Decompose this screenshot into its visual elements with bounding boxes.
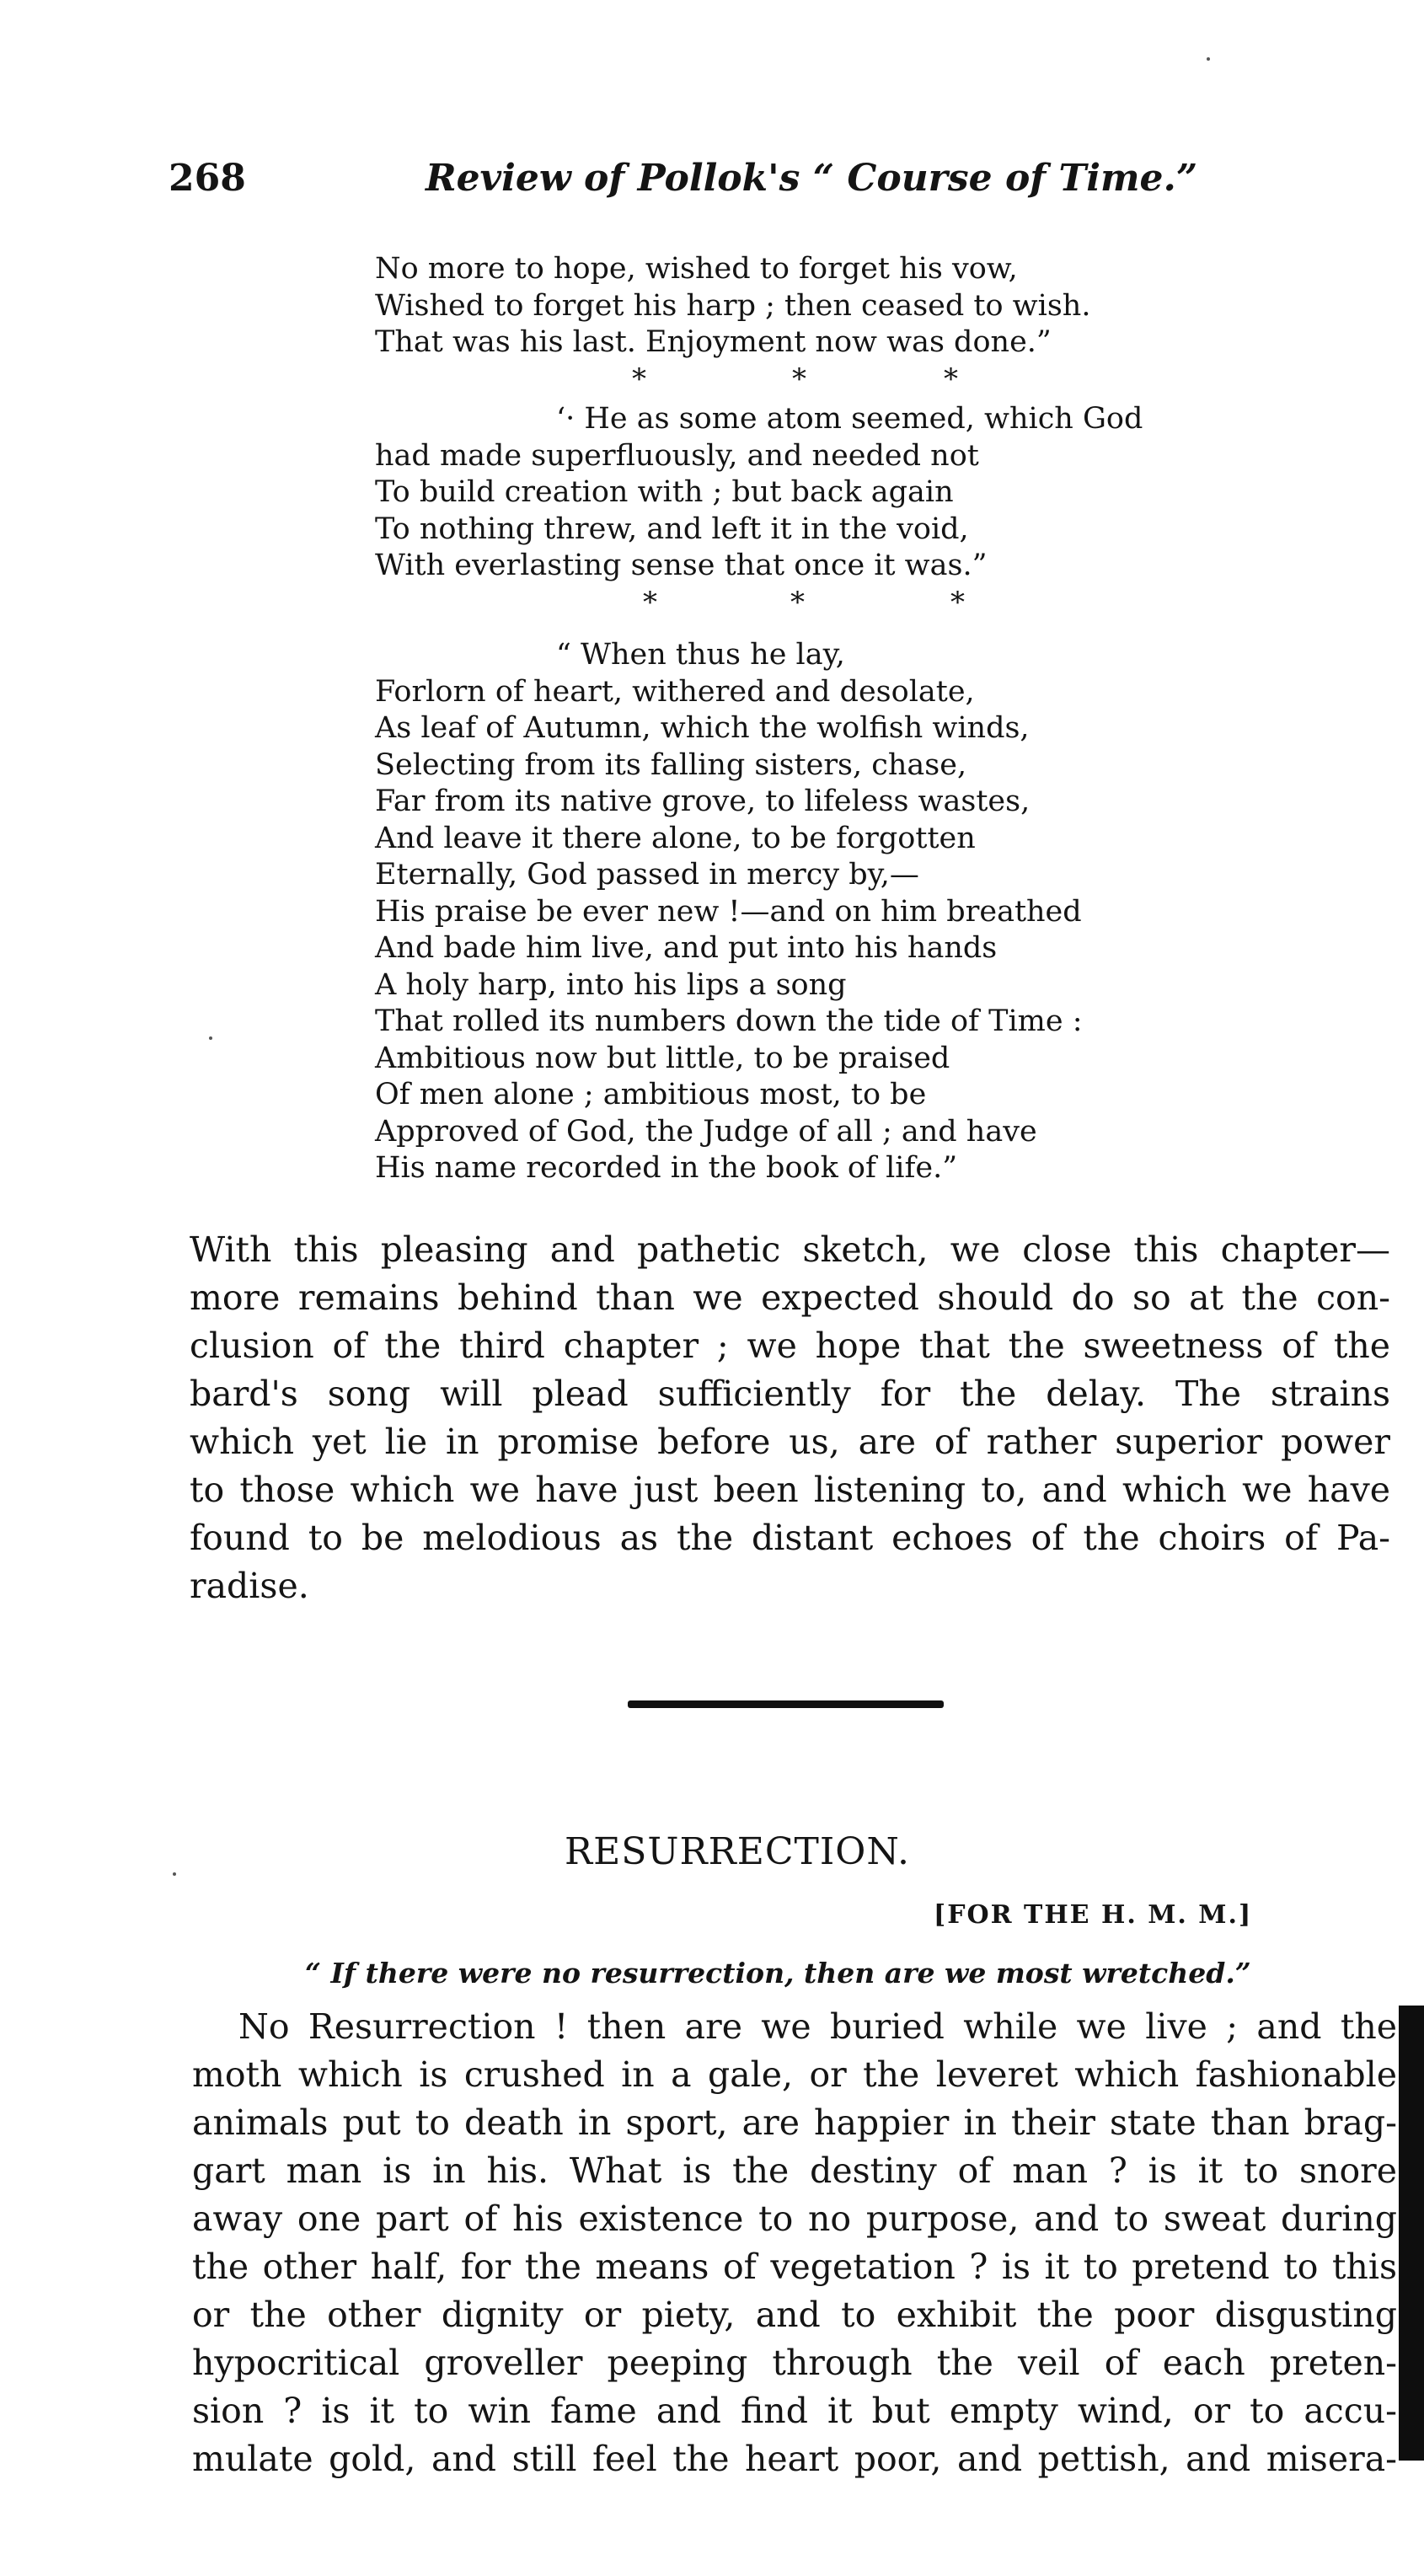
verse-line: Approved of God, the Judge of all ; and have <box>375 1114 1037 1149</box>
paragraph-line: away one part of his existence to no purpose, and to sweat during <box>192 2198 1397 2239</box>
verse-line: His praise be ever new !—and on him breathed <box>375 894 1082 929</box>
verse-line: With everlasting sense that once it was.” <box>375 549 988 582</box>
verse-stanza-2 <box>375 401 1251 619</box>
scan-speck <box>209 1036 212 1040</box>
paragraph-line: to those which we have just been listening to, and which we have <box>190 1470 1390 1510</box>
verse-line: And bade him live, and put into his hands <box>375 931 998 965</box>
paragraph-line: mulate gold, and still feel the heart poor, and pettish, and misera- <box>192 2439 1397 2479</box>
scan-speck <box>1207 57 1210 61</box>
verse-line: No more to hope, wished to forget his vow, <box>375 252 1018 286</box>
paragraph-line: the other half, for the means of vegetation ? is it to pretend to this <box>192 2247 1397 2287</box>
page-header <box>169 157 1390 216</box>
verse-line: His name recorded in the book of life.” <box>375 1151 958 1185</box>
asterism-divider <box>375 361 1251 395</box>
verse-line: To nothing threw, and left it in the void, <box>375 511 969 546</box>
paragraph-line: which yet lie in promise before us, are of rather superior power <box>190 1422 1390 1462</box>
verse-line: had made superfluously, and needed not <box>375 438 979 473</box>
verse-line: Ambitious now but little, to be praised <box>375 1041 950 1075</box>
paragraph-line: No Resurrection ! then are we buried while we live ; and the <box>238 2006 1397 2047</box>
paragraph-line: moth which is crushed in a gale, or the leveret which fashionable <box>192 2054 1397 2095</box>
verse-stanza-3 <box>375 637 1251 1187</box>
verse-line: As leaf of Autumn, which the wolfish winds, <box>375 711 1030 745</box>
asterisk: * <box>944 361 958 396</box>
paragraph-line: bard's song will plead sufficiently for the delay. The strains <box>190 1374 1390 1414</box>
paragraph-line: sion ? is it to win fame and find it but empty wind, or to accu- <box>192 2391 1397 2431</box>
paragraph-line: or the other dignity or piety, and to exhibit the poor disgusting <box>192 2295 1397 2335</box>
asterisk: * <box>632 361 646 396</box>
asterism-divider <box>375 585 1251 619</box>
section-divider-rule <box>628 1700 944 1708</box>
verse-line: “ When thus he lay, <box>556 638 845 672</box>
verse-line: Selecting from its falling sisters, chase, <box>375 747 967 782</box>
verse-line: That rolled its numbers down the tide of Time : <box>375 1004 1083 1038</box>
asterisk: * <box>792 361 806 396</box>
verse-stanza-1 <box>375 251 1251 395</box>
verse-line: Of men alone ; ambitious most, to be <box>375 1078 927 1111</box>
paragraph-line: radise. <box>190 1566 309 1606</box>
paragraph-line: found to be melodious as the distant echoes of the choirs of Pa- <box>190 1518 1390 1558</box>
closing-paragraph <box>190 1226 1390 1610</box>
article-epigraph: “ If there were no resurrection, then are we most wretched.” <box>305 1957 1251 1990</box>
paragraph-line: clusion of the third chapter ; we hope that the sweetness of the <box>190 1325 1390 1366</box>
body-paragraph <box>192 2003 1397 2483</box>
asterisk: * <box>643 585 657 619</box>
page-number: 268 <box>169 157 246 200</box>
verse-line: And leave it there alone, to be forgotten <box>375 821 976 855</box>
paragraph-line: animals put to death in sport, are happier in their state than brag- <box>192 2102 1397 2143</box>
verse-line: Far from its native grove, to lifeless wastes, <box>375 785 1031 818</box>
verse-line: That was his last. Enjoyment now was done.” <box>375 325 1052 359</box>
running-title: Review of Pollok's “ Course of Time.” <box>426 157 1198 200</box>
verse-line: Forlorn of heart, withered and desolate, <box>375 674 975 709</box>
scan-edge-shadow <box>1399 2006 1424 2461</box>
verse-line: Eternally, God passed in mercy by,— <box>375 858 919 892</box>
scan-speck <box>173 1872 176 1876</box>
asterisk: * <box>790 585 805 619</box>
verse-line: Wished to forget his harp ; then ceased to wish. <box>375 288 1091 323</box>
verse-line: ‘· He as some atom seemed, which God <box>556 402 1143 436</box>
paragraph-line: hypocritical groveller peeping through the veil of each preten- <box>192 2343 1397 2383</box>
paragraph-line: more remains behind than we expected should do so at the con- <box>190 1277 1390 1318</box>
verse-line: A holy harp, into his lips a song <box>375 967 847 1002</box>
article-title: RESURRECTION. <box>565 1830 910 1873</box>
verse-line: To build creation with ; but back again <box>375 475 954 509</box>
asterisk: * <box>950 585 965 619</box>
article-attribution: [FOR THE H. M. M.] <box>934 1900 1253 1930</box>
paragraph-line: gart man is in his. What is the destiny of man ? is it to snore <box>192 2150 1397 2191</box>
paragraph-line: With this pleasing and pathetic sketch, we close this chapter— <box>190 1229 1390 1270</box>
